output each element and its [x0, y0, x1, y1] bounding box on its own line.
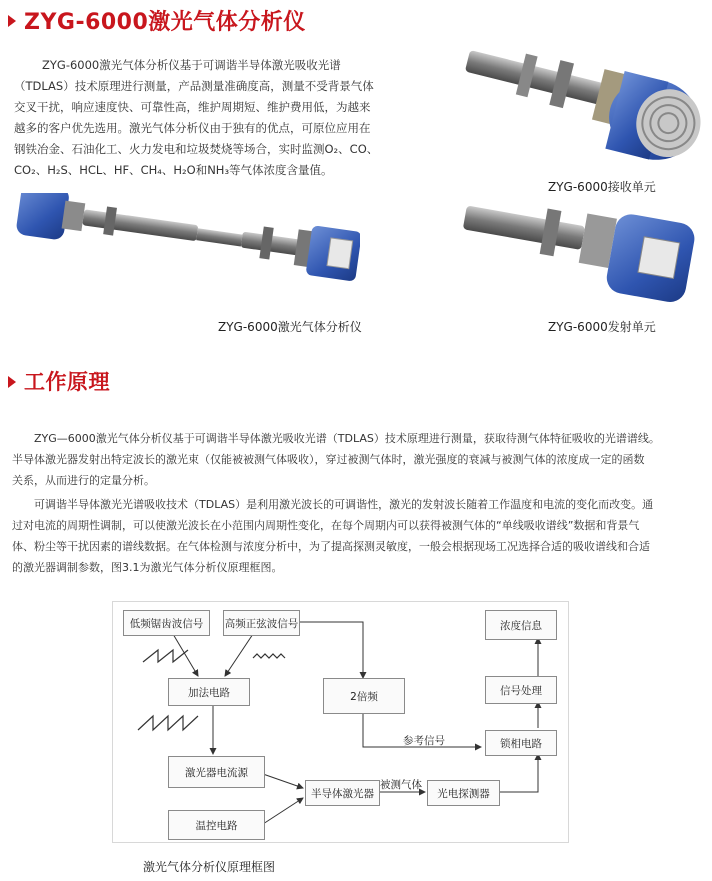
diagram-caption: 激光气体分析仪原理框图: [143, 860, 276, 874]
temp-control-box: 温控电路: [168, 810, 265, 840]
principle-paragraph-2: [12, 494, 707, 578]
low-freq-sawtooth-box: 低频锯齿波信号: [123, 610, 210, 636]
principle-line: 关系，从而进行的定量分析。: [12, 474, 155, 487]
intro-line: 钢铁冶金、石油化工、火力发电和垃圾焚烧等场合，实时监测O₂、CO、: [14, 142, 379, 156]
analyzer-image: [10, 193, 360, 303]
lockin-circuit-box: 锁相电路: [485, 730, 557, 756]
intro-line: 越多的客户优先选用。激光气体分析仪由于独有的优点，可原位应用在: [14, 121, 371, 135]
principle-line: 体、粉尘等干扰因素的谱线数据。在气体检测与浓度分析中，为了提高探测灵敏度，一般会根据现场工况选择合适的吸收谱线和合适: [12, 540, 650, 553]
principle-line: 可调谐半导体激光光谱吸收技术（TDLAS）是利用激光波长的可调谐性，激光的发射波长随着工作温度和电流的变化而改变。通: [34, 498, 654, 511]
high-freq-sine-box: 高频正弦波信号: [223, 610, 300, 636]
sum-wave-icon: [138, 716, 198, 730]
photo-detector-box: 光电探测器: [427, 780, 500, 806]
intro-paragraph: [14, 55, 394, 181]
principle-line: 半导体激光器发射出特定波长的激光束（仅能被被测气体吸收），穿过被测气体时，激光强度的衰减与被测气体的浓度成一定的函数: [12, 453, 645, 466]
intro-line: ZYG-6000激光气体分析仪基于可调谐半导体激光吸收光谱: [42, 58, 341, 72]
block-diagram: [112, 601, 569, 843]
transmitter-caption: ZYG-6000发射单元: [548, 320, 656, 334]
receiver-caption: ZYG-6000接收单元: [548, 180, 656, 194]
intro-line: （TDLAS）技术原理进行测量，产品测量准确度高，测量不受背景气体: [14, 79, 374, 93]
receiver-unit-image: [455, 45, 710, 170]
title-marker-icon: [8, 15, 16, 27]
intro-line: CO₂、H₂S、HCL、HF、CH₄、H₂O和NH₃等气体浓度含量值。: [14, 163, 333, 177]
principle-paragraph-1: [12, 428, 707, 491]
sine-wave-icon: [253, 654, 285, 658]
adder-circuit-box: 加法电路: [168, 678, 250, 706]
laser-current-source-box: 激光器电流源: [168, 756, 265, 788]
measured-gas-label: 被测气体: [380, 779, 422, 791]
principle-line: ZYG—6000激光气体分析仪基于可调谐半导体激光吸收光谱（TDLAS）技术原理进行测量，获取待测气体特征吸收的光谱谱线。: [34, 432, 660, 445]
semiconductor-laser-box: 半导体激光器: [305, 780, 380, 806]
principle-line: 过对电流的周期性调制，可以使激光波长在小范围内周期性变化，在每个周期内可以获得被测气体的“单线吸收谱线”数据和背景气: [12, 519, 640, 532]
principle-title: 工作原理: [24, 370, 110, 394]
intro-line: 交叉干扰，响应速度快、可靠性高，维护周期短、维护费用低，为越来: [14, 100, 371, 114]
analyzer-caption: ZYG-6000激光气体分析仪: [218, 320, 362, 334]
signal-processing-box: 信号处理: [485, 676, 557, 704]
concentration-info-box: 浓度信息: [485, 610, 557, 640]
section-marker-icon: [8, 376, 16, 388]
transmitter-unit-image: [455, 200, 710, 315]
principle-line: 的激光器调制参数，图3.1为激光气体分析仪原理框图。: [12, 561, 283, 574]
sawtooth-wave-icon: [143, 650, 188, 662]
doubler-box: 2倍频: [323, 678, 405, 714]
reference-signal-label: 参考信号: [403, 735, 445, 747]
product-title: ZYG-6000激光气体分析仪: [24, 10, 306, 35]
